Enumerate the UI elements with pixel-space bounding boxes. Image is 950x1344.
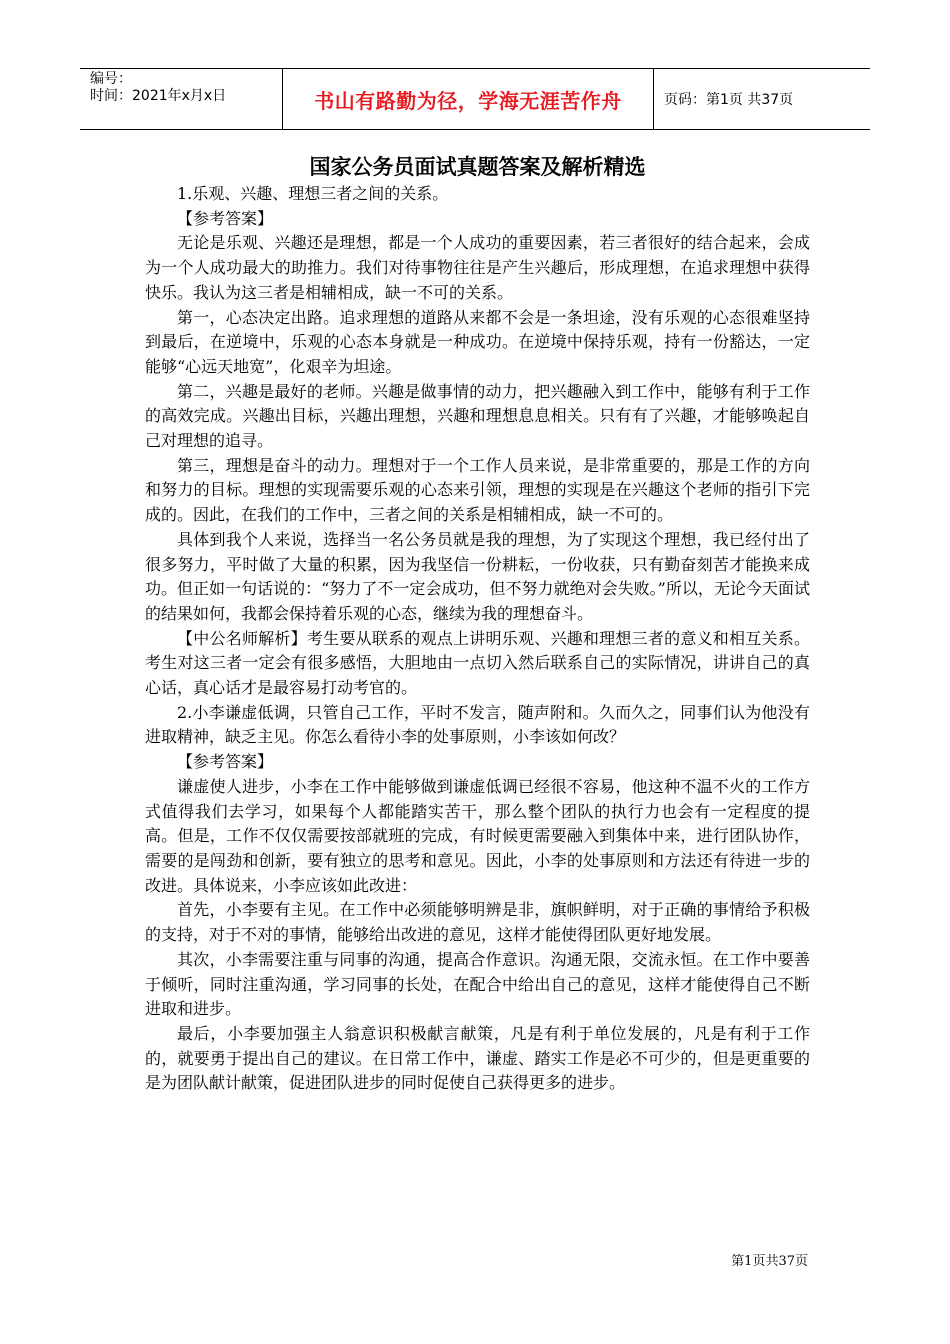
analysis-paragraph: 【中公名师解析】考生要从联系的观点上讲明乐观、兴趣和理想三者的意义和相互关系。考生对这三者一定会有很多感悟，大胆地由一点切入然后联系自己的实际情况，讲讲自己的真心话，真心话才是最容易打动考官的。: [145, 628, 810, 698]
answer-paragraph: 第一，心态决定出路。追求理想的道路从来都不会是一条坦途，没有乐观的心态很难坚持到最后，在逆境中，乐观的心态本身就是一种成功。在逆境中保持乐观，持有一份豁达，一定能够“心远天地宽”，化艰辛为坦途。: [145, 307, 810, 376]
reference-answer-heading-1: 【参考答案】: [177, 208, 274, 228]
question-2: 2.小李谦虚低调，只管自己工作，平时不发言，随声附和。久而久之，同事们认为他没有进取精神，缺乏主见。你怎么看待小李的处事原则，小李该如何改？: [145, 702, 810, 747]
document-title: 国家公务员面试真题答案及解析精选: [309, 155, 646, 179]
answer-paragraph: 首先，小李要有主见。在工作中必须能够明辨是非，旗帜鲜明，对于正确的事情给予积极的支持，对于不对的事情，能够给出改进的意见，这样才能使得团队更好地发展。: [145, 900, 810, 945]
number-label: 编号：: [90, 71, 132, 87]
answer-paragraph: 无论是乐观、兴趣还是理想，都是一个人成功的重要因素，若三者很好的结合起来，会成为一个人成功最大的助推力。我们对待事物往往是产生兴趣后，形成理想，在追求理想中获得快乐。我认为这三者是相辅相成，缺一不可的关系。: [145, 233, 810, 302]
header-page-info: 页码：第1页 共37页: [664, 92, 794, 108]
question-1: 1.乐观、兴趣、理想三者之间的关系。: [177, 184, 449, 203]
answer-paragraph: 具体到我个人来说，选择当一名公务员就是我的理想，为了实现这个理想，我已经付出了很多努力，平时做了大量的积累，因为我坚信一份耕耘，一份收获，只有勤奋刻苦才能换来成功。但正如一句话说的：“努力了不一定会成功，但不努力就绝对会失败。”所以，无论今天面试的结果如何，我都会保持着乐观的心态，继续为我的理想奋斗。: [145, 529, 810, 623]
time-label: 时间：2021年x月x日: [90, 88, 227, 104]
page-footer: 第1页共37页: [731, 1254, 808, 1269]
answer-paragraph: 其次，小李需要注重与同事的沟通，提高合作意识。沟通无限，交流永恒。在工作中要善于倾听，同时注重沟通，学习同事的长处，在配合中给出自己的意见，这样才能使得自己不断进取和进步。: [145, 949, 810, 1019]
answer-paragraph: 谦虚使人进步，小李在工作中能够做到谦虚低调已经很不容易，他这种不温不火的工作方式值得我们去学习，如果每个人都能踏实苦干，那么整个团队的执行力也会有一定程度的提高。但是，工作不仅仅需要按部就班的完成，有时候更需要融入到集体中来，进行团队协作，需要的是闯劲和创新，要有独立的思考和意见。因此，小李的处事原则和方法还有待进一步的改进。具体说来，小李应该如此改进：: [145, 776, 810, 895]
answer-paragraph: 最后，小李要加强主人翁意识积极献言献策，凡是有利于单位发展的，凡是有利于工作的，就要勇于提出自己的建议。在日常工作中，谦虚、踏实工作是必不可少的，但是更重要的是为团队献计献策，促进团队进步的同时促使自己获得更多的进步。: [145, 1023, 810, 1093]
reference-answer-heading-2: 【参考答案】: [177, 752, 274, 772]
document-body: [145, 152, 810, 1096]
document-header: [80, 68, 870, 130]
header-meta: [80, 69, 282, 129]
header-motto: 书山有路勤为径，学海无涯苦作舟: [282, 69, 654, 129]
answer-paragraph: 第三，理想是奋斗的动力。理想对于一个工作人员来说，是非常重要的，那是工作的方向和努力的目标。理想的实现需要乐观的心态来引领，理想的实现是在兴趣这个老师的指引下完成的。因此，在我们的工作中，三者之间的关系是相辅相成，缺一不可的。: [145, 455, 810, 525]
answer-paragraph: 第二，兴趣是最好的老师。兴趣是做事情的动力，把兴趣融入到工作中，能够有利于工作的高效完成。兴趣出目标，兴趣出理想，兴趣和理想息息相关。只有有了兴趣，才能够唤起自己对理想的追寻。: [145, 381, 810, 451]
